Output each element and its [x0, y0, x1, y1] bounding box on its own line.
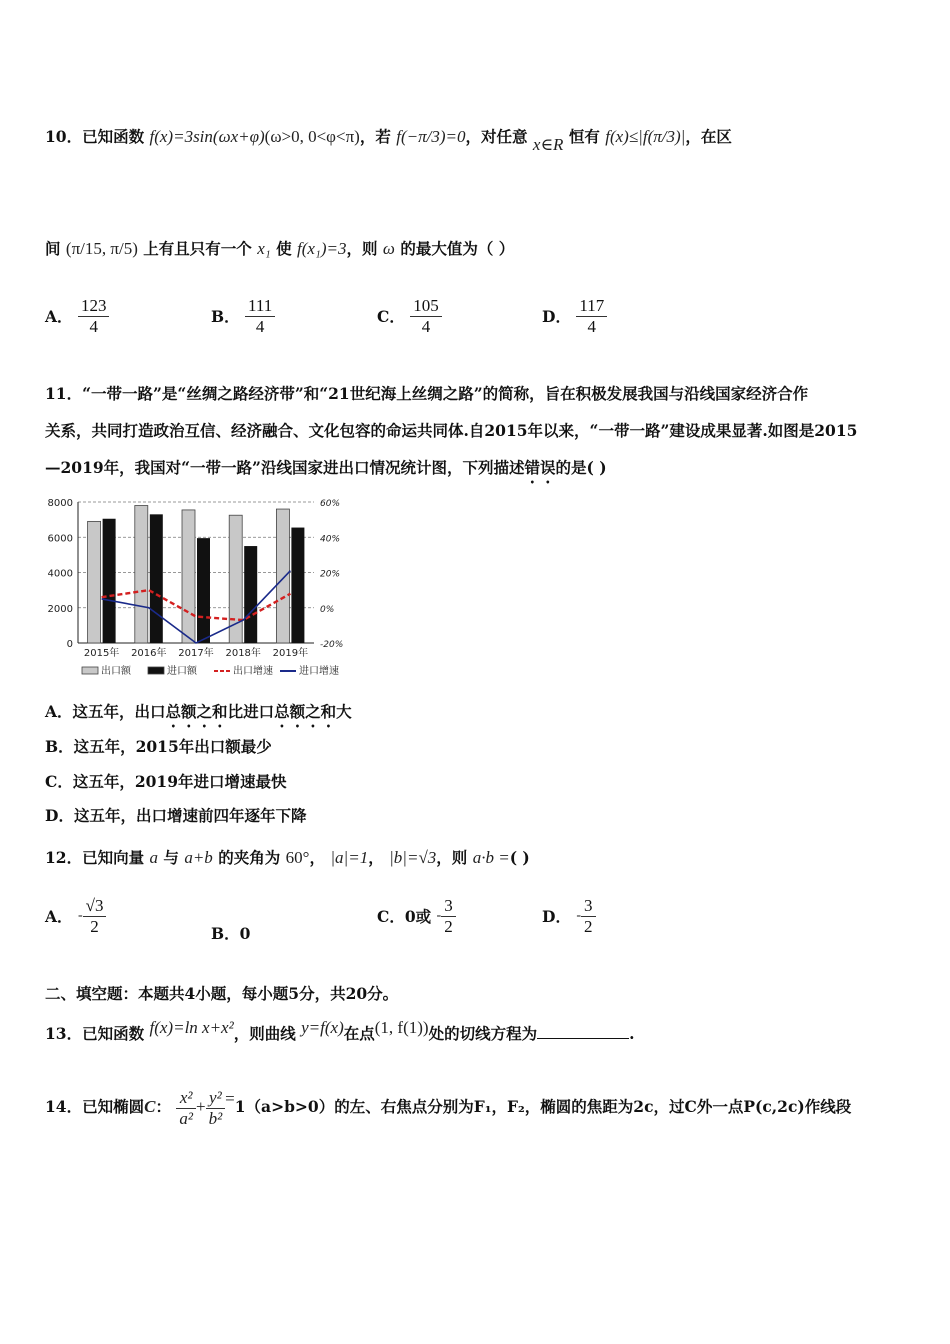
y-left-tick-label: 2000 — [47, 603, 73, 615]
q10-option-b[interactable]: B． $\frac{111}{4}$ — [211, 296, 275, 336]
q11-line1: 11．“一带一路”是“丝绸之路经济带”和“21世纪海上丝绸之路”的简称，旨在积极发展我国与沿线国家经济合作 — [45, 384, 809, 403]
q10-function: f(x)=3sin(ωx+φ) — [149, 127, 265, 146]
q10-number: 10． — [45, 127, 83, 146]
bar-export — [135, 506, 148, 643]
q10-option-a[interactable]: A． $\frac{123}{4}$ — [45, 296, 109, 336]
legend-swatch — [148, 667, 164, 674]
q11-line3: —2019年，我国对“一带一路”沿线国家进出口情况统计图，下列描述错误的是( ) — [45, 458, 607, 477]
bar-import — [197, 538, 210, 643]
q14-stem: 14．已知椭圆C： $\frac{\text{x²}}{\text{a²}}$ + $\frac{\text{y²}}{\text{b²}}$ =1（a>b>0）的左、右焦点分别为F₁，F₂，椭圆的焦距为2c，过C外一点P(c,2c)作线段 — [45, 1087, 852, 1128]
legend-label: 出口额 — [101, 666, 131, 677]
q10-zero-condition: f(−π/3)=0 — [396, 127, 466, 146]
section-2-heading: 二、填空题：本题共4小题，每小题5分，共20分。 — [45, 984, 399, 1003]
q11-line2: 关系，共同打造政治互信、经济融合、文化包容的命运共同体.自2015年以来，“一带一路”建设成果显著.如图是2015 — [45, 421, 858, 440]
q10-line1: 10．已知函数 f(x)=3sin(ωx+φ)(ω>0, 0<φ<π)，若 f(−π/3)=0，对任意 x∈R 恒有 f(x)≤|f(π/3)|，在区 — [45, 127, 732, 154]
q12-option-b[interactable]: B．0 — [211, 924, 251, 943]
bar-export — [182, 510, 195, 643]
q10-option-c[interactable]: C． $\frac{105}{4}$ — [377, 296, 442, 336]
legend-swatch — [82, 667, 98, 674]
bar-import — [291, 528, 304, 643]
x-tick-label: 2015年 — [83, 648, 120, 659]
legend-label: 出口增速 — [233, 666, 273, 677]
q12-stem: 12．已知向量 a 与 a+b 的夹角为 60°， |a|=1， |b|=√3，则 a·b =( ) — [45, 848, 530, 867]
x-tick-label: 2018年 — [225, 648, 261, 659]
y-left-tick-label: 0 — [66, 639, 73, 650]
y-left-tick-label: 4000 — [47, 568, 73, 580]
q11-option-c[interactable]: C．这五年，2019年进口增速最快 — [45, 772, 287, 791]
trade-chart — [44, 492, 354, 684]
bar-import — [150, 514, 163, 643]
legend-label: 进口额 — [167, 666, 197, 677]
q11-option-a[interactable]: A．这五年，出口总额之和比进口总额之和大 — [45, 702, 352, 721]
q11-option-d[interactable]: D．这五年，出口增速前四年逐年下降 — [45, 806, 307, 825]
x-tick-label: 2017年 — [178, 648, 214, 659]
bar-import — [103, 519, 116, 643]
q11-emphasis-wrong: 错误 — [524, 458, 556, 477]
bar-import — [244, 546, 257, 643]
q13-answer-blank[interactable] — [537, 1024, 629, 1039]
q12-option-a[interactable]: A． - $\frac{√3}{2}$ — [45, 896, 106, 936]
y-left-tick-label: 8000 — [47, 498, 73, 509]
y-left-tick-label: 6000 — [47, 533, 73, 545]
y-right-tick-label: 60% — [320, 499, 341, 509]
q10-interval: (π/15, π/5) — [65, 239, 138, 258]
q11-option-b[interactable]: B．这五年，2015年出口额最少 — [45, 737, 272, 756]
trade-chart-svg — [44, 492, 354, 684]
bar-export — [88, 521, 101, 643]
legend-label: 进口增速 — [299, 666, 339, 677]
q10-option-d[interactable]: D． $\frac{117}{4}$ — [542, 296, 607, 336]
line-export-growth — [102, 590, 291, 620]
y-right-tick-label: 0% — [320, 604, 335, 615]
x-tick-label: 2016年 — [131, 648, 167, 659]
y-right-tick-label: 40% — [320, 534, 341, 545]
y-right-tick-label: -20% — [320, 640, 344, 650]
q10-line2: 间 (π/15, π/5) 上有且只有一个 x₁ 使 f(x₁)=3，则 ω 的最大值为（ ） — [45, 239, 515, 258]
q13-stem: 13．已知函数 f(x)=ln x+x²，则曲线 y=f(x)在点(1, f(1))处的切线方程为 . — [45, 1018, 635, 1043]
q12-option-d[interactable]: D． - $\frac{3}{2}$ — [542, 896, 596, 936]
q10-inequality: f(x)≤|f(π/3)| — [605, 127, 686, 146]
y-right-tick-label: 20% — [320, 569, 341, 580]
line-import-growth — [102, 571, 291, 643]
bar-export — [276, 509, 289, 643]
q12-option-c[interactable]: C．0或 - $\frac{3}{2}$ — [377, 896, 456, 936]
x-tick-label: 2019年 — [272, 648, 309, 659]
